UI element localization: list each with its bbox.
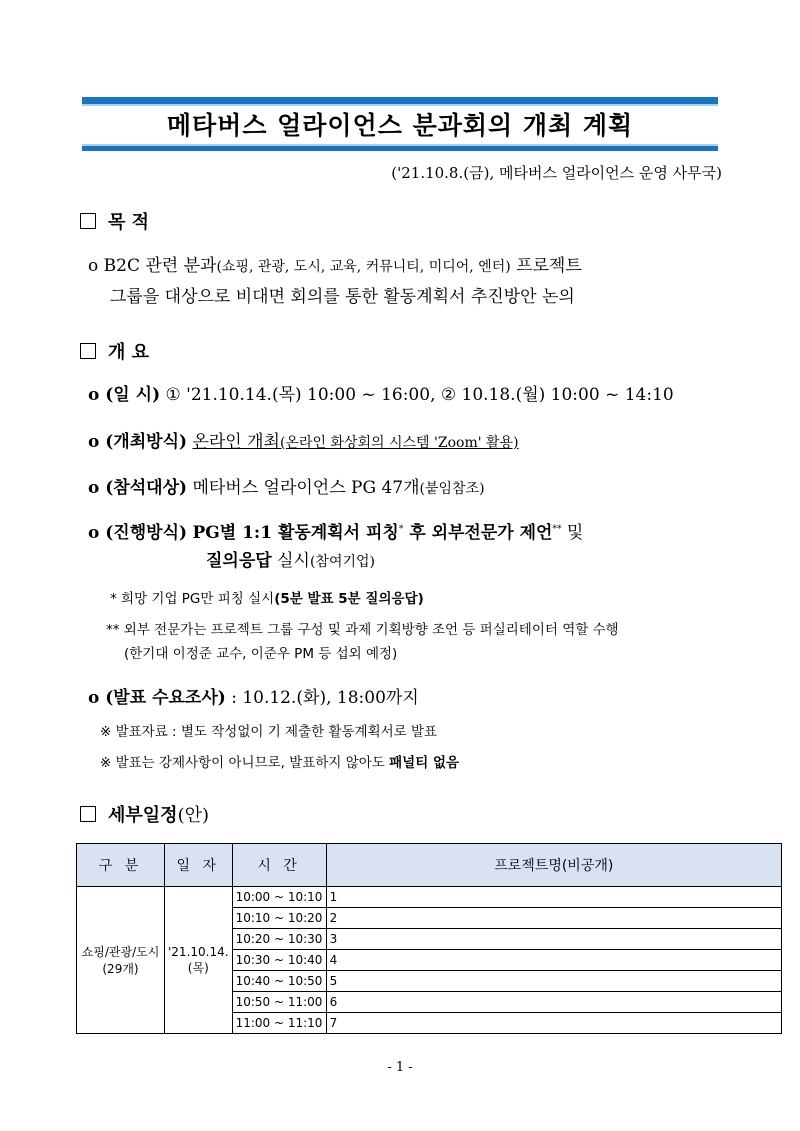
project-cell: 5: [326, 971, 781, 992]
target-label: o (참석대상): [88, 478, 188, 498]
title-top-rule: [82, 97, 718, 104]
overview-date-line: [88, 380, 674, 405]
purpose-line-2: 그룹을 대상으로 비대면 회의를 통한 활동계획서 추진방안 논의: [110, 287, 575, 307]
time-cell: 10:30 ~ 10:40: [232, 950, 326, 971]
method-detail: (온라인 화상회의 시스템 'Zoom' 활용): [279, 435, 519, 451]
schedule-table: [76, 843, 782, 1034]
section-overview-title: 개 요: [108, 342, 150, 363]
method-value-underlined: [192, 432, 518, 452]
reference-1: ※ 발표자료 : 별도 작성없이 기 제출한 활동계획서로 발표: [100, 724, 438, 740]
survey-value: : 10.12.(화), 18:00까지: [231, 688, 419, 708]
time-cell: 10:20 ~ 10:30: [232, 929, 326, 950]
square-bullet-icon: [80, 343, 96, 359]
reference-2-a: ※ 발표는 강제사항이 아니므로, 발표하지 않아도: [100, 755, 390, 771]
overview-procedure-line: [88, 518, 583, 543]
procedure-a: PG별 1:1 활동계획서 피칭: [192, 523, 399, 543]
project-cell: 7: [326, 1013, 781, 1034]
header-project: 프로젝트명(비공개): [326, 844, 781, 887]
procedure-line2-c: (참여기업): [309, 554, 375, 570]
section-schedule-heading: [80, 801, 209, 827]
group-cell: [77, 887, 165, 1034]
date-label: o (일 시): [88, 385, 161, 405]
purpose-text-a: o B2C 관련 분과: [88, 256, 217, 276]
day-text: (목): [187, 960, 209, 975]
title-bottom-rule: [82, 146, 718, 151]
section-purpose-heading: [80, 208, 149, 234]
date-value: ① '21.10.14.(목) 10:00 ~ 16:00, ② 10.18.(월) 10:00 ~ 14:10: [165, 385, 674, 405]
reference-2: [100, 751, 459, 771]
document-title: 메타버스 얼라이언스 분과회의 개최 계획: [166, 111, 634, 140]
group-count: (29개): [102, 962, 139, 976]
square-bullet-icon: [80, 213, 96, 229]
project-cell: 6: [326, 992, 781, 1013]
date-text: '21.10.14.: [168, 944, 229, 959]
reference-2-b: 패널티 없음: [389, 755, 460, 771]
group-name: 쇼핑/관광/도시: [81, 945, 160, 959]
section-schedule-title: [108, 801, 209, 827]
project-cell: 1: [326, 887, 781, 908]
project-cell: 2: [326, 908, 781, 929]
schedule-title-suffix: (안): [177, 805, 209, 826]
procedure-b: 후 외부전문가 제언: [403, 523, 553, 543]
time-cell: 10:50 ~ 11:00: [232, 992, 326, 1013]
procedure-label: o (진행방식): [88, 523, 188, 543]
procedure-line2-a: 질의응답: [206, 551, 272, 571]
overview-procedure-line-2: [206, 546, 375, 571]
note-2-continued: (한기대 이정준 교수, 이준우 PM 등 섭외 예정): [124, 646, 398, 662]
footnote-mark-1: *: [398, 524, 404, 535]
purpose-text-c: 프로젝트: [510, 256, 582, 276]
note-1-a: * 희망 기업 PG만 피칭 실시: [110, 591, 275, 607]
dateline: ('21.10.8.(금), 메타버스 얼라이언스 운영 사무국): [391, 164, 722, 182]
time-cell: 10:00 ~ 10:10: [232, 887, 326, 908]
table-header-row: [77, 844, 782, 887]
method-label: o (개최방식): [88, 432, 188, 452]
purpose-text-b: (쇼핑, 관광, 도시, 교육, 커뮤니티, 미디어, 엔터): [216, 259, 511, 275]
schedule-title-text: 세부일정: [108, 805, 178, 826]
target-detail: (붙임참조): [419, 481, 485, 497]
table-row: [77, 887, 782, 908]
date-cell: [165, 887, 233, 1034]
note-2: ** 외부 전문가는 프로젝트 그룹 구성 및 과제 기획방향 조언 등 퍼실리테이터 역할 수행: [106, 622, 619, 638]
square-bullet-icon: [80, 806, 96, 822]
procedure-line2-b: 실시: [271, 551, 310, 571]
overview-survey-line: [88, 683, 419, 708]
header-date: 일 자: [165, 844, 233, 887]
title-top-rule-light: [82, 104, 718, 106]
time-cell: 10:40 ~ 10:50: [232, 971, 326, 992]
header-category: 구 분: [77, 844, 165, 887]
time-cell: 11:00 ~ 11:10: [232, 1013, 326, 1034]
header-time: 시 간: [232, 844, 326, 887]
method-value: 온라인 개최: [192, 432, 280, 452]
time-cell: 10:10 ~ 10:20: [232, 908, 326, 929]
purpose-line-1: [88, 251, 582, 276]
survey-label: o (발표 수요조사): [88, 688, 226, 708]
project-cell: 3: [326, 929, 781, 950]
overview-target-line: [88, 473, 485, 498]
overview-method-line: [88, 427, 519, 452]
section-overview-heading: [80, 338, 149, 364]
footnote-mark-2: **: [552, 524, 562, 535]
target-value: 메타버스 얼라이언스 PG 47개: [192, 478, 420, 498]
note-1: [110, 587, 424, 607]
project-cell: 4: [326, 950, 781, 971]
section-purpose-title: 목 적: [108, 212, 150, 233]
procedure-c: 및: [561, 523, 584, 543]
note-1-b: (5분 발표 5분 질의응답): [274, 591, 424, 607]
page-number: - 1 -: [387, 1060, 413, 1075]
